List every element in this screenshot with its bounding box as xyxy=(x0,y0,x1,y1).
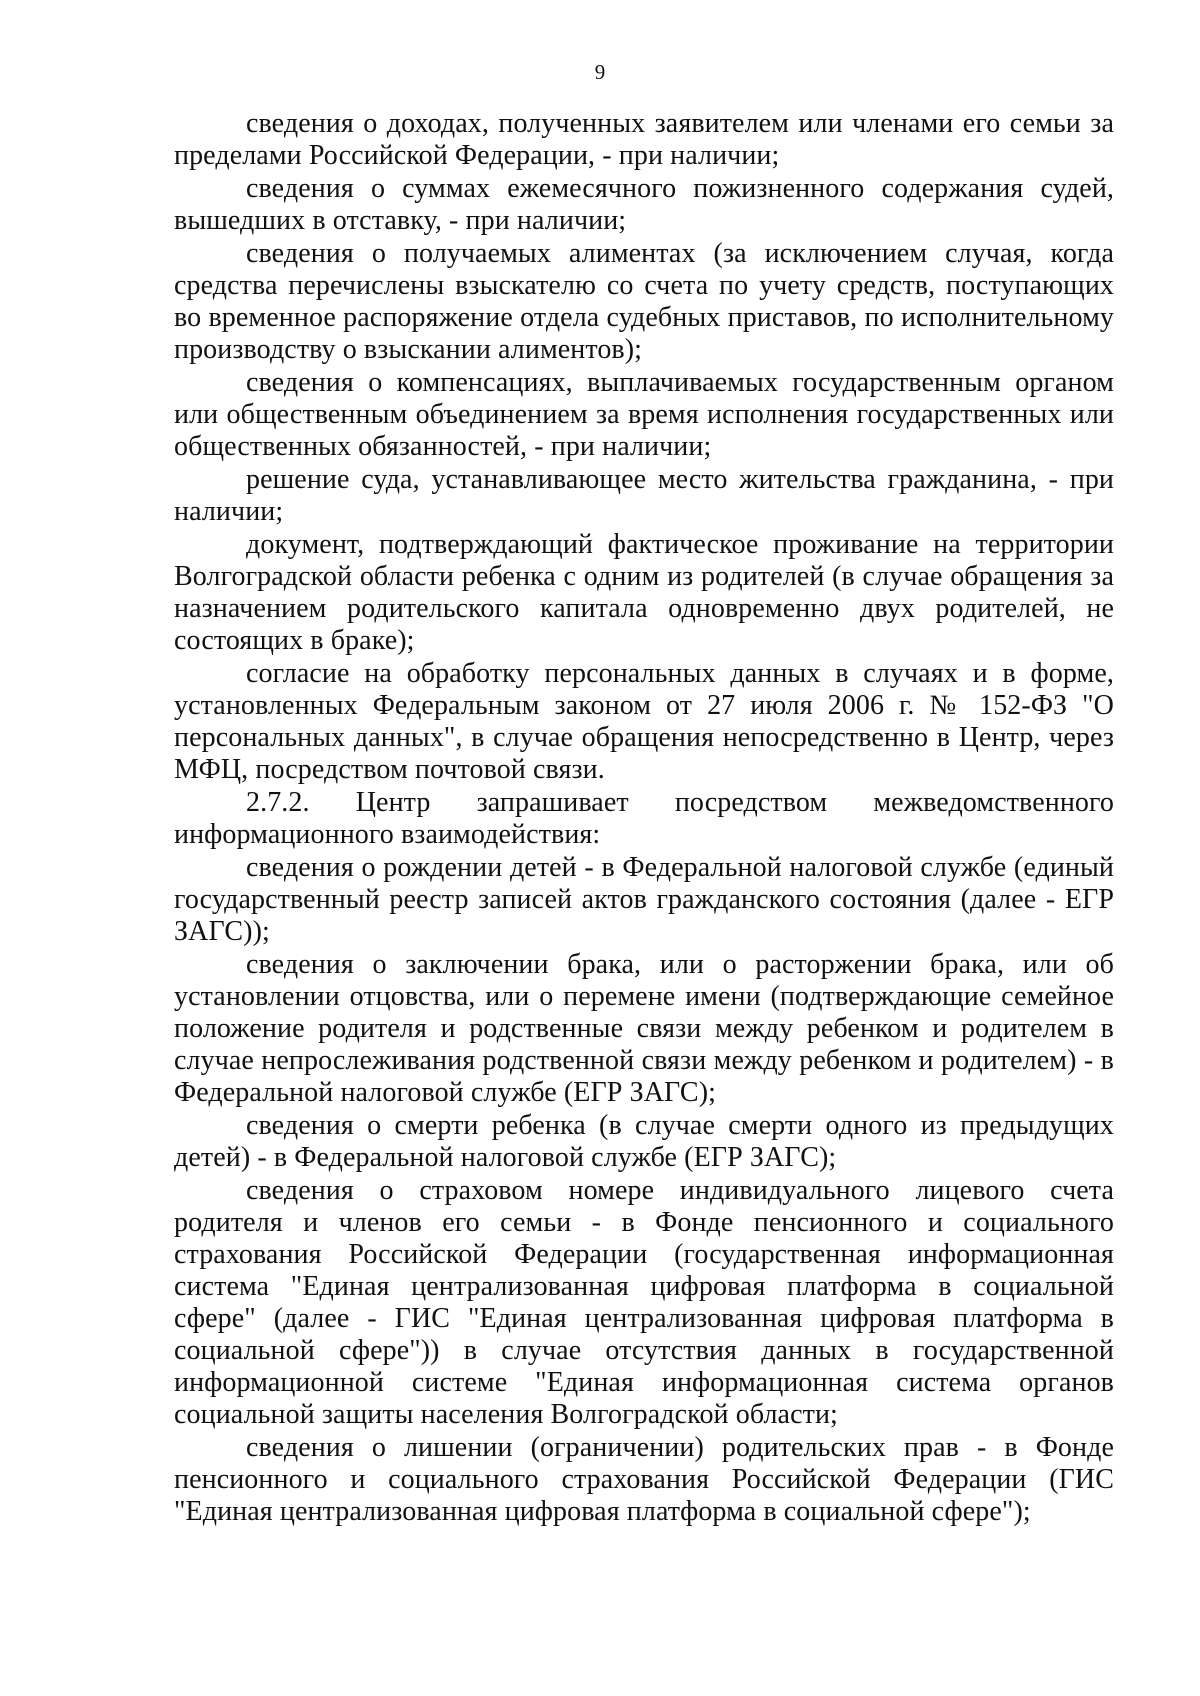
document-body xyxy=(174,108,1114,1529)
paragraph-personal-data-consent: согласие на обработку персональных данных в случаях и в форме, установленных Федеральным законом от 27 июля 2006 г. № 152-ФЗ "О персональных данных", в случае обращения непосредственно в Центр, через МФЦ, посредством почтовой связи. xyxy=(174,658,1114,785)
paragraph-death-records: сведения о смерти ребенка (в случае смерти одного из предыдущих детей) - в Федеральной налоговой службе (ЕГР ЗАГС); xyxy=(174,1110,1114,1173)
paragraph-marriage-records: сведения о заключении брака, или о расторжении брака, или об установлении отцовства, или о перемене имени (подтверждающие семейное положение родителя и родственные связи между ребенком и родителем в случае непрослеживания родственной связи между ребенком и родителем) - в Федеральной налоговой службе (ЕГР ЗАГС); xyxy=(174,949,1114,1108)
paragraph-section-2-7-2: 2.7.2. Центр запрашивает посредством межведомственного информационного взаимодействия: xyxy=(174,787,1114,850)
paragraph-residence-document: документ, подтверждающий фактическое проживание на территории Волгоградской области ребенка с одним из родителей (в случае обращения за назначением родительского капитала одновременно двух родителей, не состоящих в браке); xyxy=(174,529,1114,656)
page-number: 9 xyxy=(594,60,606,84)
paragraph-snils: сведения о страховом номере индивидуального лицевого счета родителя и членов его семьи - в Фонде пенсионного и социального страхования Российской Федерации (государственная информационная система "Единая централизованная цифровая платформа в социальной сфере" (далее - ГИС "Единая централизованная цифровая платформа в социальной сфере")) в случае отсутствия данных в государственной информационной системе "Единая информационная система органов социальной защиты населения Волгоградской области; xyxy=(174,1175,1114,1430)
paragraph-retired-judges-allowance: сведения о суммах ежемесячного пожизненного содержания судей, вышедших в отставку, - при наличии; xyxy=(174,173,1114,236)
paragraph-court-decision: решение суда, устанавливающее место жительства гражданина, - при наличии; xyxy=(174,464,1114,527)
paragraph-alimony: сведения о получаемых алиментах (за исключением случая, когда средства перечислены взыскателю со счета по учету средств, поступающих во временное распоряжение отдела судебных приставов, по исполнительному производству о взыскании алиментов); xyxy=(174,238,1114,365)
paragraph-income-abroad: сведения о доходах, полученных заявителем или членами его семьи за пределами Российской Федерации, - при наличии; xyxy=(174,108,1114,171)
paragraph-parental-rights: сведения о лишении (ограничении) родительских прав - в Фонде пенсионного и социального страхования Российской Федерации (ГИС "Единая централизованная цифровая платформа в социальной сфере"); xyxy=(174,1432,1114,1527)
paragraph-compensations: сведения о компенсациях, выплачиваемых государственным органом или общественным объединением за время исполнения государственных или общественных обязанностей, - при наличии; xyxy=(174,367,1114,462)
paragraph-birth-records: сведения о рождении детей - в Федеральной налоговой службе (единый государственный реестр записей актов гражданского состояния (далее - ЕГР ЗАГС)); xyxy=(174,852,1114,947)
